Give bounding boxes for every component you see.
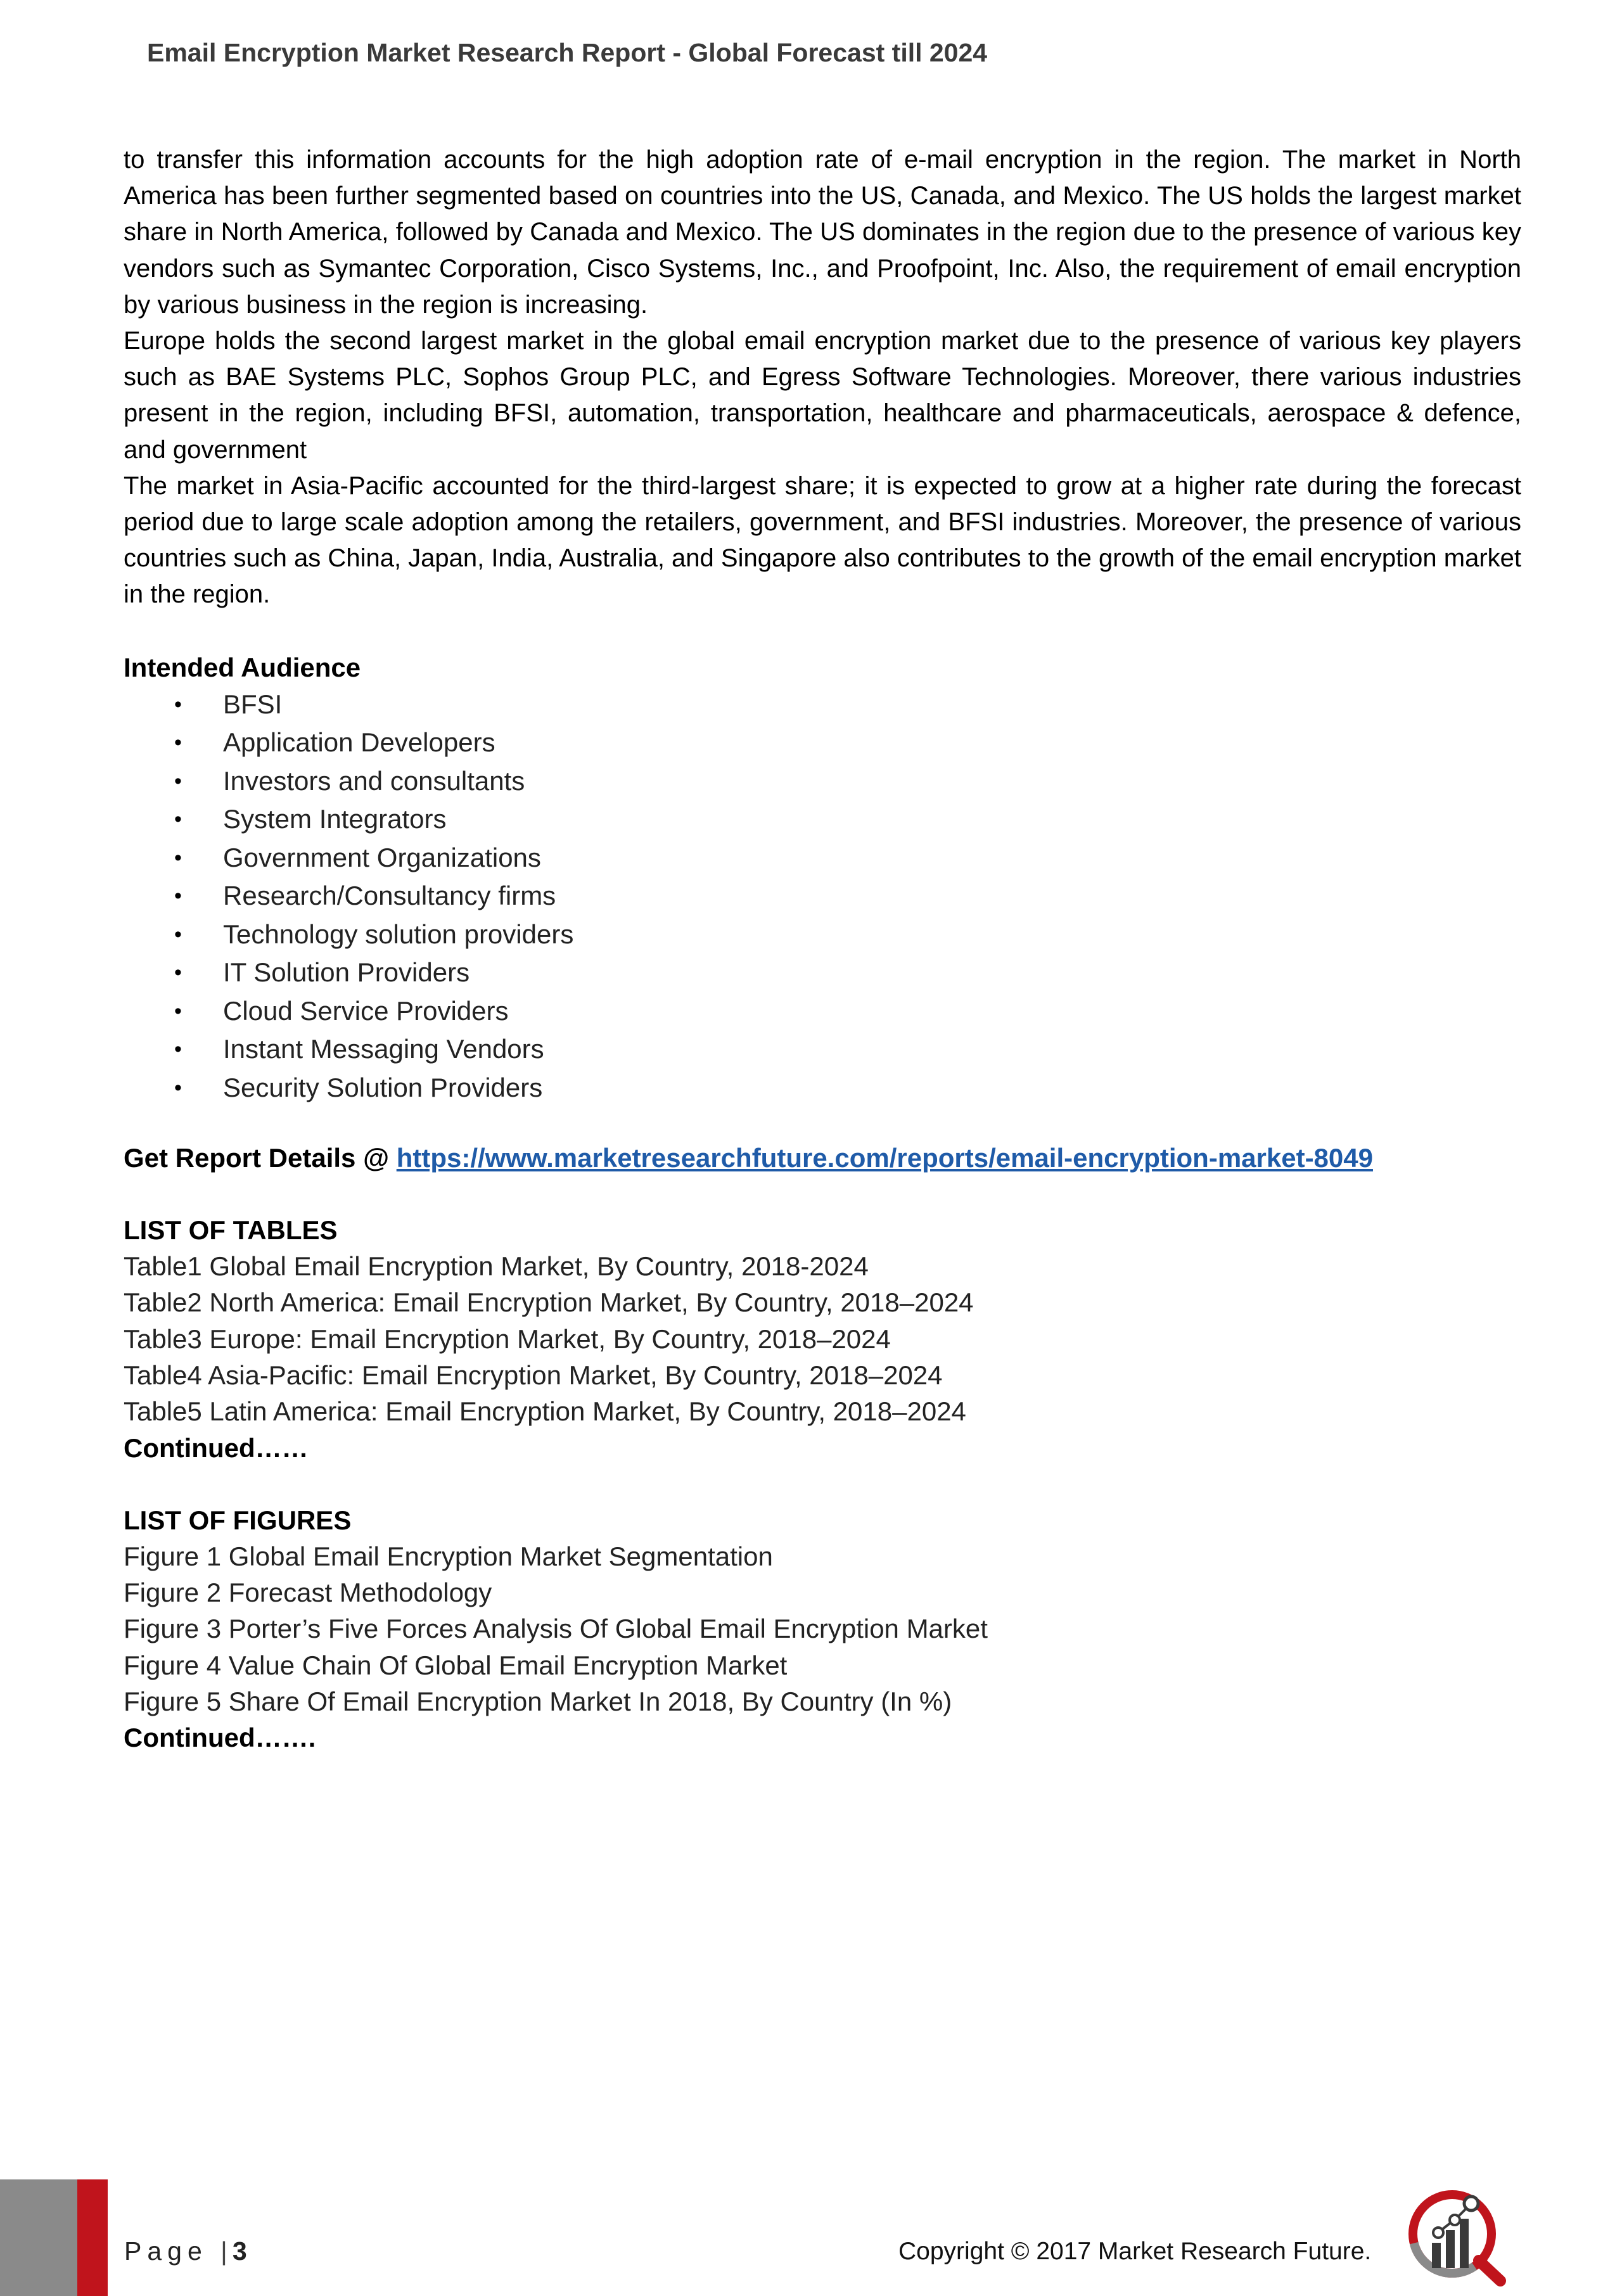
bullet-icon: • <box>174 807 182 832</box>
bullet-icon: • <box>174 960 182 985</box>
paragraph-asia-pacific: The market in Asia-Pacific accounted for the third-largest share; it is expected to grow at a higher rate during the forecast period due to large scale adoption among the retailers, government, and BFSI industries. Moreover, the presence of various countries such as China, Japan, India, Australia, and Singapore also contributes to the growth of the email encryption market in the region. <box>124 471 1521 609</box>
audience-item-label: System Integrators <box>223 804 447 834</box>
figure-list-item: Figure 1 Global Email Encryption Market Segmentation <box>124 1541 773 1571</box>
tables-continued-label: Continued…… <box>124 1432 309 1463</box>
table-list-item: Table4 Asia-Pacific: Email Encryption Market, By Country, 2018–2024 <box>124 1360 943 1391</box>
bullet-icon: • <box>174 922 182 947</box>
figure-list-item: Figure 2 Forecast Methodology <box>124 1577 492 1607</box>
audience-item-label: Instant Messaging Vendors <box>223 1034 544 1064</box>
document-body <box>124 142 1521 1756</box>
paragraph-north-america: to transfer this information accounts for the high adoption rate of e-mail encryption in the region. The market in North America has been further segmented based on countries into the US, Canada, and Mexico. The US holds the largest market share in North America, followed by Canada and Mexico. The US dominates in the region due to the presence of various key vendors such as Symantec Corporation, Cisco Systems, Inc., and Proofpoint, Inc. Also, the requirement of email encryption by various business in the region is increasing. <box>124 146 1521 319</box>
audience-item <box>124 1030 1521 1069</box>
bullet-icon: • <box>174 730 182 755</box>
audience-item-label: Cloud Service Providers <box>223 995 509 1026</box>
page-number: 3 <box>232 2236 247 2266</box>
audience-item <box>124 1069 1521 1107</box>
audience-item <box>124 724 1521 762</box>
figure-list-item: Figure 5 Share Of Email Encryption Market In 2018, By Country (In %) <box>124 1686 952 1716</box>
audience-item <box>124 915 1521 954</box>
figure-list-item: Figure 4 Value Chain Of Global Email Encryption Market <box>124 1650 788 1680</box>
copyright-notice: Copyright © 2017 Market Research Future. <box>898 2238 1372 2265</box>
bullet-icon: • <box>174 1037 182 1062</box>
audience-item <box>124 953 1521 992</box>
bullet-icon: • <box>174 769 182 793</box>
report-details-label: Get Report Details @ <box>124 1143 397 1173</box>
audience-item <box>124 877 1521 915</box>
table-list-item: Table1 Global Email Encryption Market, By Country, 2018-2024 <box>124 1251 869 1282</box>
intended-audience-list <box>124 686 1521 1107</box>
page-separator: | <box>220 2236 227 2266</box>
list-of-figures <box>124 1502 1521 1756</box>
footer-red-bar <box>77 2179 108 2296</box>
bullet-icon: • <box>174 884 182 909</box>
bullet-icon: • <box>174 845 182 870</box>
audience-item-label: Application Developers <box>223 727 495 758</box>
audience-item-label: Research/Consultancy firms <box>223 881 556 911</box>
paragraph-europe: Europe holds the second largest market in the global email encryption market due to the presence of various key players such as BAE Systems PLC, Sophos Group PLC, and Egress Software Technologies. Moreover, there various industries present in the region, including BFSI, automation, transportation, healthcare and pharmaceuticals, aerospace & defence, and government <box>124 327 1521 464</box>
report-details-link[interactable]: https://www.marketresearchfuture.com/reports/email-encryption-market-8049 <box>396 1143 1373 1173</box>
audience-item-label: Technology solution providers <box>223 919 574 949</box>
audience-item-label: Investors and consultants <box>223 765 525 796</box>
audience-item <box>124 839 1521 877</box>
bullet-icon: • <box>174 1075 182 1100</box>
audience-item-label: Security Solution Providers <box>223 1072 543 1102</box>
audience-item-label: BFSI <box>223 689 283 719</box>
table-list-item: Table5 Latin America: Email Encryption Market, By Country, 2018–2024 <box>124 1396 966 1427</box>
market-research-future-logo-icon <box>1400 2179 1527 2287</box>
page-word: Page <box>124 2236 208 2266</box>
audience-item <box>124 800 1521 839</box>
audience-item-label: IT Solution Providers <box>223 957 470 988</box>
document-header-title: Email Encryption Market Research Report - Global Forecast till 2024 <box>147 38 988 67</box>
table-list-item: Table3 Europe: Email Encryption Market, By Country, 2018–2024 <box>124 1323 891 1354</box>
list-of-figures-heading: LIST OF FIGURES <box>124 1505 352 1535</box>
bullet-icon: • <box>174 692 182 717</box>
audience-item <box>124 762 1521 801</box>
bullet-icon: • <box>174 998 182 1023</box>
footer-grey-bar <box>0 2179 77 2296</box>
audience-item-label: Government Organizations <box>223 842 541 872</box>
audience-item <box>124 686 1521 724</box>
figure-list-item: Figure 3 Porter’s Five Forces Analysis Of Global Email Encryption Market <box>124 1614 988 1644</box>
audience-item <box>124 992 1521 1031</box>
list-of-tables <box>124 1212 1521 1465</box>
figures-continued-label: Continued……. <box>124 1723 316 1753</box>
table-list-item: Table2 North America: Email Encryption Market, By Country, 2018–2024 <box>124 1287 974 1318</box>
report-details-line <box>124 1140 1521 1176</box>
list-of-tables-heading: LIST OF TABLES <box>124 1215 338 1246</box>
page-number-label <box>124 2236 247 2266</box>
intended-audience-heading: Intended Audience <box>124 652 361 682</box>
